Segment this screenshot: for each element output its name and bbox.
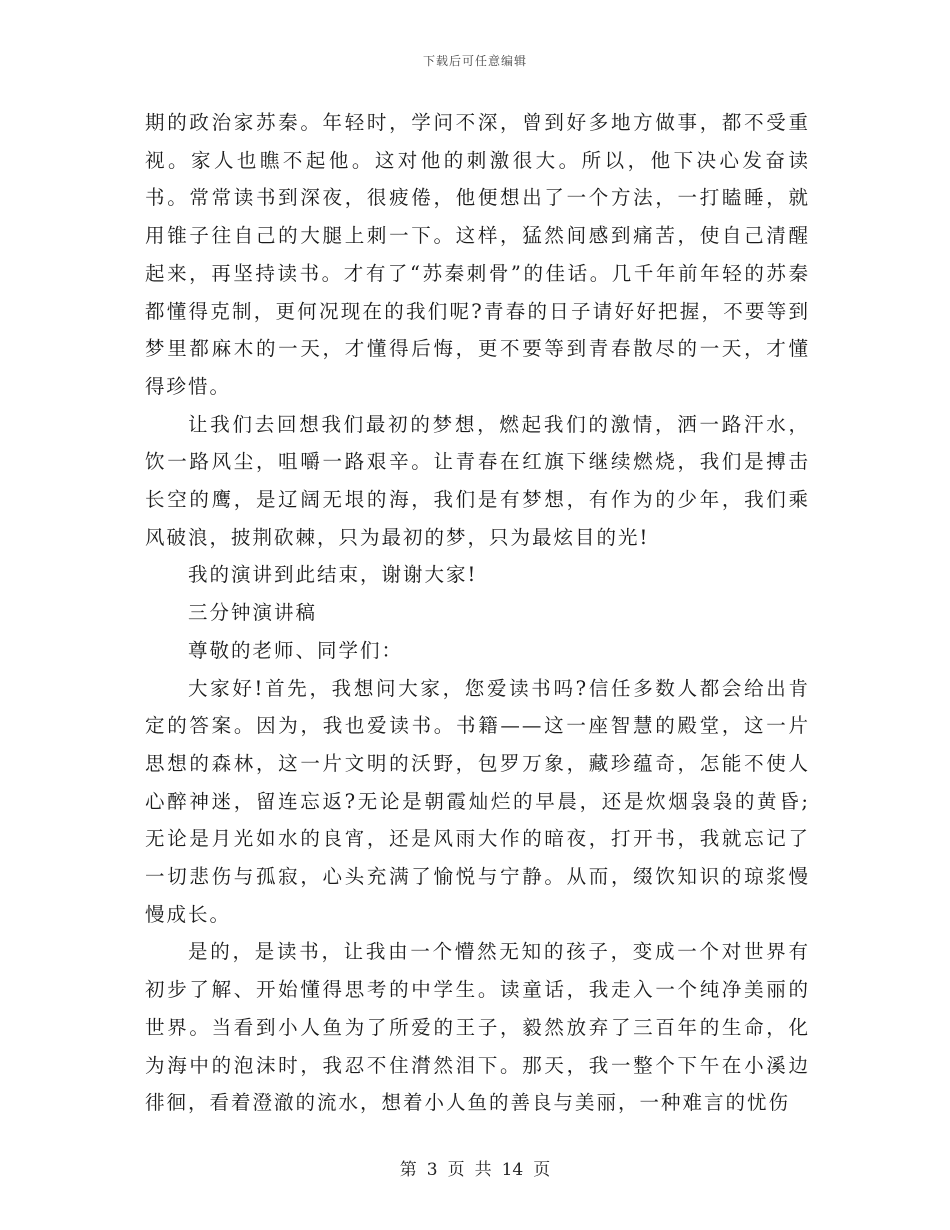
document-body (145, 104, 810, 1122)
paragraph-1: 期的政治家苏秦。年轻时，学问不深，曾到好多地方做事，都不受重视。家人也瞧不起他。这对他的刺激很大。所以，他下决心发奋读书。常常读书到深夜，很疲倦，他便想出了一个方法，一打瞌睡，就用锥子往自己的大腿上刺一下。这样，猛然间感到痛苦，使自己清醒起来，再坚持读书。才有了“苏秦刺骨”的佳话。几千年前年轻的苏秦都懂得克制，更何况现在的我们呢?青春的日子请好好把握，不要等到梦里都麻木的一天，才懂得后悔，更不要等到青春散尽的一天，才懂得珍惜。 (145, 111, 810, 398)
footer-label-ye: 页 (447, 1160, 465, 1180)
salutation: 尊敬的老师、同学们： (188, 638, 404, 662)
footer-label-di: 第 (399, 1160, 417, 1180)
paragraph-3: 我的演讲到此结束，谢谢大家! (188, 563, 478, 587)
page-header-note: 下载后可任意编辑 (422, 54, 527, 68)
footer-current-page: 3 (426, 1160, 438, 1180)
section-title: 三分钟演讲稿 (188, 601, 318, 625)
footer-total-pages: 14 (501, 1160, 524, 1180)
paragraph-6: 大家好!首先，我想问大家，您爱读书吗?信任多数人都会给出肯定的答案。因为，我也爱读书。书籍——这一座智慧的殿堂，这一片思想的森林，这一片文明的沃野，包罗万象，藏珍蕴奇，怎能不使人心醉神迷，留连忘返?无论是朝霞灿烂的早晨，还是炊烟袅袅的黄昏;无论是月光如水的良宵，还是风雨大作的暗夜，打开书，我就忘记了一切悲伤与孤寂，心头充满了愉悦与宁静。从而，缀饮知识的琼浆慢慢成长。 (145, 676, 810, 926)
paragraph-2: 让我们去回想我们最初的梦想，燃起我们的激情，洒一路汗水，饮一路风尘，咀嚼一路艰辛。让青春在红旗下继续燃烧，我们是搏击长空的鹰，是辽阔无垠的海，我们是有梦想，有作为的少年，我们乘风破浪，披荆砍棘，只为最初的梦，只为最炫目的光! (145, 412, 810, 549)
paragraph-7: 是的，是读书，让我由一个懵然无知的孩子，变成一个对世界有初步了解、开始懂得思考的中学生。读童话，我走入一个纯净美丽的世界。当看到小人鱼为了所爱的王子，毅然放弃了三百年的生命，化为海中的泡沫时，我忍不住潸然泪下。那天，我一整个下午在小溪边徘徊，看着澄澈的流水，想着小人鱼的善良与美丽，一种难言的忧伤 (145, 940, 810, 1115)
footer-label-ye-2: 页 (533, 1160, 551, 1180)
page-footer (0, 1155, 950, 1180)
footer-label-gong: 共 (474, 1160, 492, 1180)
